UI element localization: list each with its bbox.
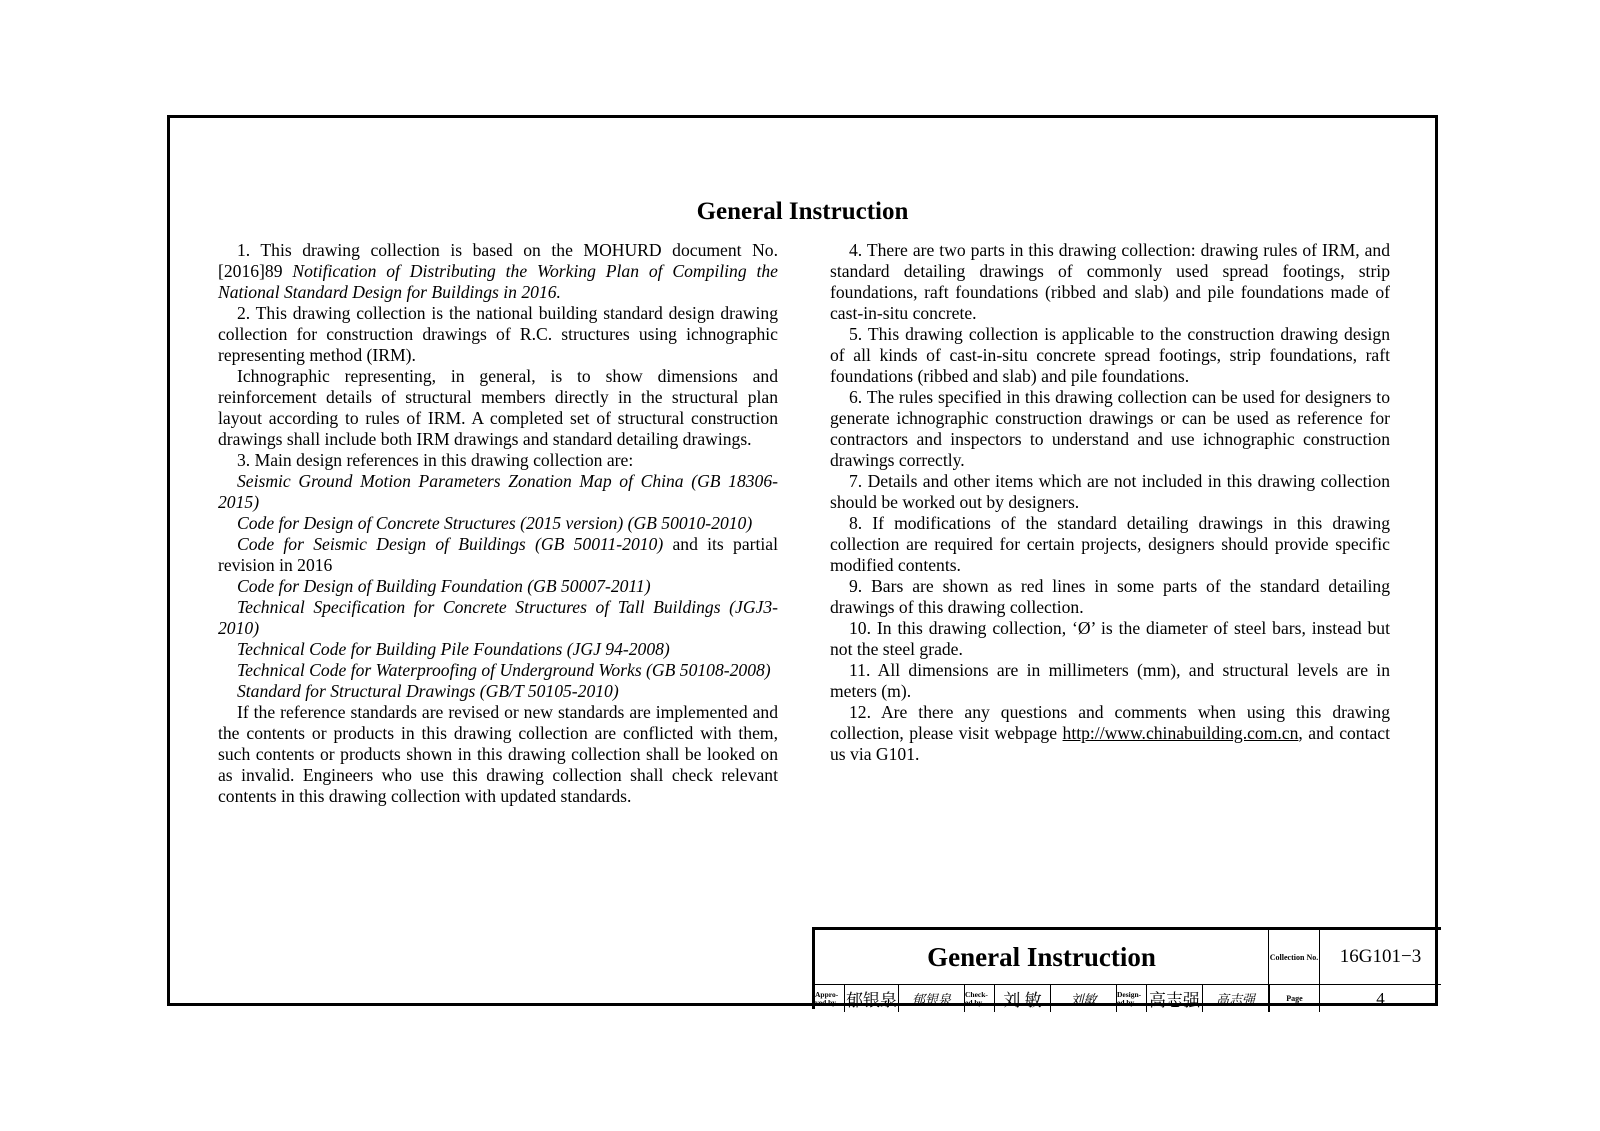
designed-label: Design-ed by <box>1117 985 1147 1012</box>
paragraph-standards-note: If the reference standards are revised or new standards are implemented and the contents or products in this drawing collection are conflicted with them, such contents or products shown in this drawing collection shall be looked on as invalid. Engineers who use this drawing collection shall check relevant contents in this drawing collection with updated standards. <box>218 702 778 806</box>
page-number: 4 <box>1376 988 1385 1008</box>
approved-label: Appro-ved by <box>815 985 845 1012</box>
paragraph-9: 9. Bars are shown as red lines in some parts of the standard detailing drawings of this drawing collection. <box>830 576 1390 617</box>
paragraph-3: 3. Main design references in this drawing collection are: <box>237 450 634 470</box>
collection-number: 16G101−3 <box>1339 946 1422 967</box>
paragraph-5: 5. This drawing collection is applicable to the construction drawing design of all kinds of cast-in-situ concrete spread footings, strip foundations, raft foundations (ribbed and slab) and pile foundations. <box>830 324 1390 386</box>
paragraph-10: 10. In this drawing collection, ‘Ø’ is the diameter of steel bars, instead but not the steel grade. <box>830 618 1390 659</box>
designed-signature: 高志强 <box>1203 985 1269 1012</box>
drawing-frame <box>167 115 1438 1010</box>
designed-name: 高志强 <box>1147 985 1203 1012</box>
paragraph-11: 11. All dimensions are in millimeters (mm), and structural levels are in meters (m). <box>830 660 1390 701</box>
title-block-title: General Instruction <box>815 930 1269 984</box>
reference-item: Standard for Structural Drawings (GB/T 50105-2010) <box>237 681 619 701</box>
approved-name: 郁银泉 <box>845 985 899 1012</box>
reference-item: Code for Design of Building Foundation (GB 50007-2011) <box>237 576 651 596</box>
collection-label: Collection No. <box>1269 930 1320 984</box>
checked-signature: 刘敏 <box>1051 985 1117 1012</box>
paragraph-12: 12. Are there any questions and comments when using this drawing collection, please visit webpage http://www.chinabuilding.com.cn, and contact us via G101. <box>830 702 1390 764</box>
title-block <box>812 927 1441 1009</box>
left-column <box>218 240 778 807</box>
reference-item: Seismic Ground Motion Parameters Zonation Map of China (GB 18306-2015) <box>218 471 778 512</box>
reference-item: Technical Code for Waterproofing of Underground Works (GB 50108-2008) <box>237 660 771 680</box>
paragraph-2: 2. This drawing collection is the national building standard design drawing collection for construction drawings of R.C. structures using ichnographic representing method (IRM). <box>218 303 778 365</box>
reference-item: Code for Seismic Design of Buildings (GB 50011-2010) and its partial revision in 2016 <box>218 534 778 575</box>
paragraph-irm: Ichnographic representing, in general, is to show dimensions and reinforcement details of structural members directly in the structural plan layout according to rules of IRM. A completed set of structural construction drawings shall include both IRM drawings and standard detailing drawings. <box>218 366 778 449</box>
page-label: Page <box>1269 985 1320 1012</box>
page-title: General Instruction <box>696 198 909 225</box>
paragraph-8: 8. If modifications of the standard detailing drawings in this drawing collection are required for certain projects, designers should provide specific modified contents. <box>830 513 1390 575</box>
paragraph-1: 1. This drawing collection is based on the MOHURD document No. [2016]89 Notification of Distributing the Working Plan of Compiling the National Standard Design for Buildings in 2016. <box>218 240 778 302</box>
reference-item: Technical Code for Building Pile Foundations (JGJ 94-2008) <box>237 639 670 659</box>
paragraph-7: 7. Details and other items which are not included in this drawing collection should be worked out by designers. <box>830 471 1390 512</box>
approved-signature: 郁银泉 <box>899 985 965 1012</box>
paragraph-4: 4. There are two parts in this drawing collection: drawing rules of IRM, and standard detailing drawings of commonly used spread footings, strip foundations, raft foundations (ribbed and slab) and pile foundations made of cast-in-situ concrete. <box>830 240 1390 323</box>
right-column <box>830 240 1390 765</box>
checked-label: Check-ed by <box>965 985 995 1012</box>
checked-name: 刘 敏 <box>995 985 1051 1012</box>
paragraph-6: 6. The rules specified in this drawing collection can be used for designers to generate ichnographic construction drawings or can be used as reference for contractors and inspectors to understand and use ichnographic construction drawings correctly. <box>830 387 1390 470</box>
reference-item: Technical Specification for Concrete Structures of Tall Buildings (JGJ3-2010) <box>218 597 778 638</box>
website-link[interactable]: http://www.chinabuilding.com.cn <box>1062 723 1299 743</box>
reference-item: Code for Design of Concrete Structures (2015 version) (GB 50010-2010) <box>237 513 753 533</box>
